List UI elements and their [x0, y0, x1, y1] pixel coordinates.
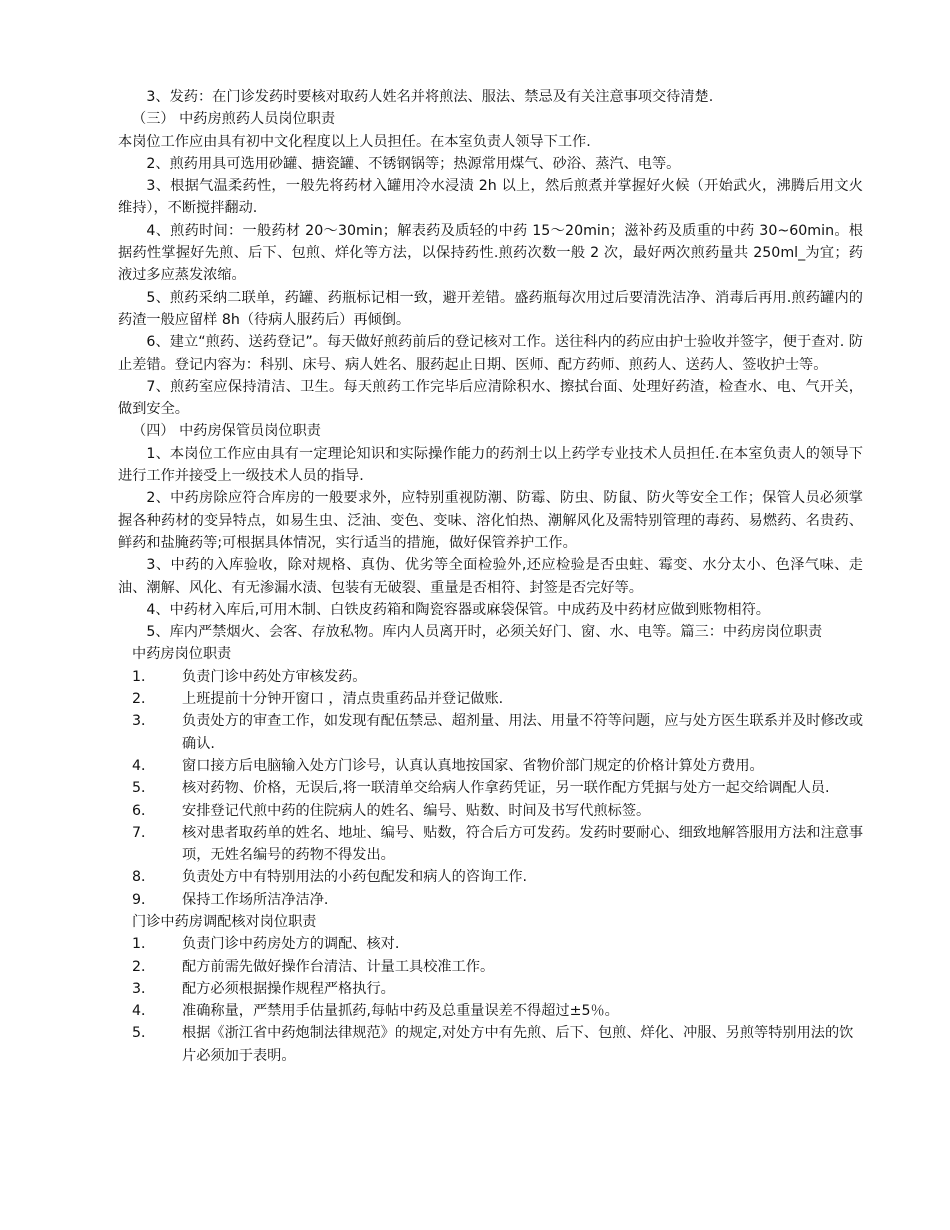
list-item — [118, 710, 863, 755]
pharmacy-duties-list — [118, 666, 863, 911]
item-number: 9． — [132, 891, 156, 908]
item-number: 1． — [132, 936, 156, 953]
decoction-intro-paragraph: 本岗位工作应由具有初中文化程度以上人员担任。在本室负责人领导下工作. — [118, 133, 591, 150]
item-text: 负责门诊中药房处方的调配、核对. — [182, 936, 400, 953]
item-text: 根据《浙江省中药炮制法律规范》的规定,对处方中有先煎、后下、包煎、烊化、冲服、另煎等特别用法的饮片必须加于表明。 — [182, 1025, 854, 1064]
item-text: 负责处方的审查工作，如发现有配伍禁忌、超剂量、用法、用量不符等问题，应与处方医生联系并及时修改或确认. — [182, 713, 864, 752]
list-item — [118, 688, 863, 710]
list-item — [118, 978, 863, 1000]
list-item — [118, 1022, 863, 1067]
item-number: 5． — [132, 1025, 156, 1042]
item-number: 2． — [132, 958, 156, 975]
list-item — [118, 822, 863, 867]
storekeeper-item: 4、中药材入库后,可用木制、白铁皮药箱和陶瓷容器或麻袋保管。中成药及中药材应做到账物相符。 — [146, 601, 770, 618]
storekeeper-item: 1、本岗位工作应由具有一定理论知识和实际操作能力的药剂士以上药学专业技术人员担任.在本室负责人的领导下进行工作并接受上一级技术人员的指导. — [118, 445, 863, 485]
item-text: 上班提前十分钟开窗口 ，清点贵重药品并登记做账. — [182, 691, 504, 708]
list-item — [118, 666, 863, 688]
list-item — [118, 889, 863, 911]
list-item — [118, 800, 863, 822]
decoction-item: 3、根据气温柔药性，一般先将药材入罐用冷水浸渍 2h 以上，然后煎煮并掌握好火候（开始武火，沸腾后用文火维持），不断搅拌翻动. — [118, 178, 863, 217]
item-number: 8． — [132, 869, 156, 886]
section-heading-storekeeper: （四） 中药房保管员岗位职责 — [132, 423, 321, 440]
list-item — [118, 755, 863, 777]
list-item — [118, 866, 863, 888]
list-item — [118, 956, 863, 978]
list-item — [118, 933, 863, 955]
list-item — [118, 1000, 863, 1022]
list-item — [118, 777, 863, 799]
item-number: 1． — [132, 668, 156, 685]
decoction-item: 7、煎药室应保持清洁、卫生。每天煎药工作完毕后应清除积水、擦拭台面、处理好药渣，检查水、电、气开关，做到安全。 — [118, 378, 863, 418]
storekeeper-item: 3、中药的入库验收，除对规格、真伪、优劣等全面检验外,还应检验是否虫蛀、霉变、水分太小、色泽气味、走油、潮解、风化、有无渗漏水渍、包装有无破裂、重量是否相符、封签是否完好等。 — [118, 557, 863, 596]
storekeeper-item: 5、库内严禁烟火、会客、存放私物。库内人员离开时，必须关好门、窗、水、电等。篇三：中药房岗位职责 — [146, 624, 823, 641]
dispensing-check-list — [118, 933, 863, 1067]
dispensing-paragraph: 3、发药：在门诊发药时要核对取药人姓名并将煎法、服法、禁忌及有关注意事项交待清楚. — [146, 89, 714, 105]
decoction-item: 6、建立“煎药、送药登记”。每天做好煎药前后的登记核对工作。送往科内的药应由护士验收并签字，便于查对. 防止差错。登记内容为：科别、床号、病人姓名、服药起止日期、医师、配方药师、煎药人、送药人、签收护士等。 — [118, 334, 863, 373]
section-heading-dispensing-check: 门诊中药房调配核对岗位职责 — [132, 913, 317, 930]
item-number: 7． — [132, 824, 156, 841]
item-text: 窗口接方后电脑输入处方门诊号，认真认真地按国家、省物价部门规定的价格计算处方费用。 — [182, 757, 764, 774]
item-text: 核对患者取药单的姓名、地址、编号、贴数，符合后方可发药。发药时要耐心、细致地解答服用方法和注意事项，无姓名编号的药物不得发出。 — [182, 824, 864, 864]
decoction-item: 2、煎药用具可选用砂罐、搪瓷罐、不锈钢锅等；热源常用煤气、砂浴、蒸汽、电等。 — [146, 155, 681, 172]
item-number: 3． — [132, 980, 156, 997]
item-text: 核对药物、价格，无误后,将一联清单交给病人作拿药凭证，另一联作配方凭据与处方一起交给调配人员. — [182, 780, 830, 797]
item-text: 安排登记代煎中药的住院病人的姓名、编号、贴数、时间及书写代煎标签。 — [182, 802, 651, 819]
document-body — [118, 86, 863, 1067]
section-heading-decoction-staff: （三） 中药房煎药人员岗位职责 — [132, 111, 336, 128]
storekeeper-item: 2、中药房除应符合库房的一般要求外，应特别重视防潮、防霉、防虫、防鼠、防火等安全工作；保管人员必须掌握各种药材的变异特点，如易生虫、泛油、变色、变味、溶化怕热、潮解风化及需特别管理的毒药、易燃药、名贵药、鲜药和盐腌药等;可根据具体情况，实行适当的措施，做好保管养护工作。 — [118, 490, 863, 551]
item-text: 配方必须根据操作规程严格执行。 — [182, 980, 395, 997]
item-number: 4． — [132, 757, 156, 774]
item-number: 5． — [132, 780, 156, 797]
item-text: 保持工作场所洁净洁净. — [182, 891, 329, 908]
section-heading-pharmacy-duties: 中药房岗位职责 — [132, 646, 232, 663]
item-number: 3． — [132, 713, 156, 730]
item-number: 6． — [132, 802, 156, 819]
item-text: 负责门诊中药处方审核发药。 — [182, 668, 367, 685]
item-number: 2． — [132, 691, 156, 708]
decoction-item: 4、煎药时间：一般药材 20～30min；解表药及质轻的中药 15～20min；滋补药及质重的中药 30~60min。根据药性掌握好先煎、后下、包煎、烊化等方法，以保持药性.煎药次数一般 2 次，最好两次煎药量共 250ml_为宜；药液过多应蒸发浓缩。 — [118, 222, 863, 284]
item-text: 负责处方中有特别用法的小药包配发和病人的咨询工作. — [182, 869, 528, 886]
item-number: 4． — [132, 1003, 156, 1020]
decoction-item: 5、煎药采纳二联单，药罐、药瓶标记相一致，避开差错。盛药瓶每次用过后要清洗洁净、消毒后再用.煎药罐内的药渣一般应留样 8h（待病人服药后）再倾倒。 — [118, 289, 863, 328]
item-text: 配方前需先做好操作台清洁、计量工具校准工作。 — [182, 958, 495, 975]
item-text: 准确称量，严禁用手估量抓药,每帖中药及总重量误差不得超过±5％。 — [182, 1003, 619, 1020]
